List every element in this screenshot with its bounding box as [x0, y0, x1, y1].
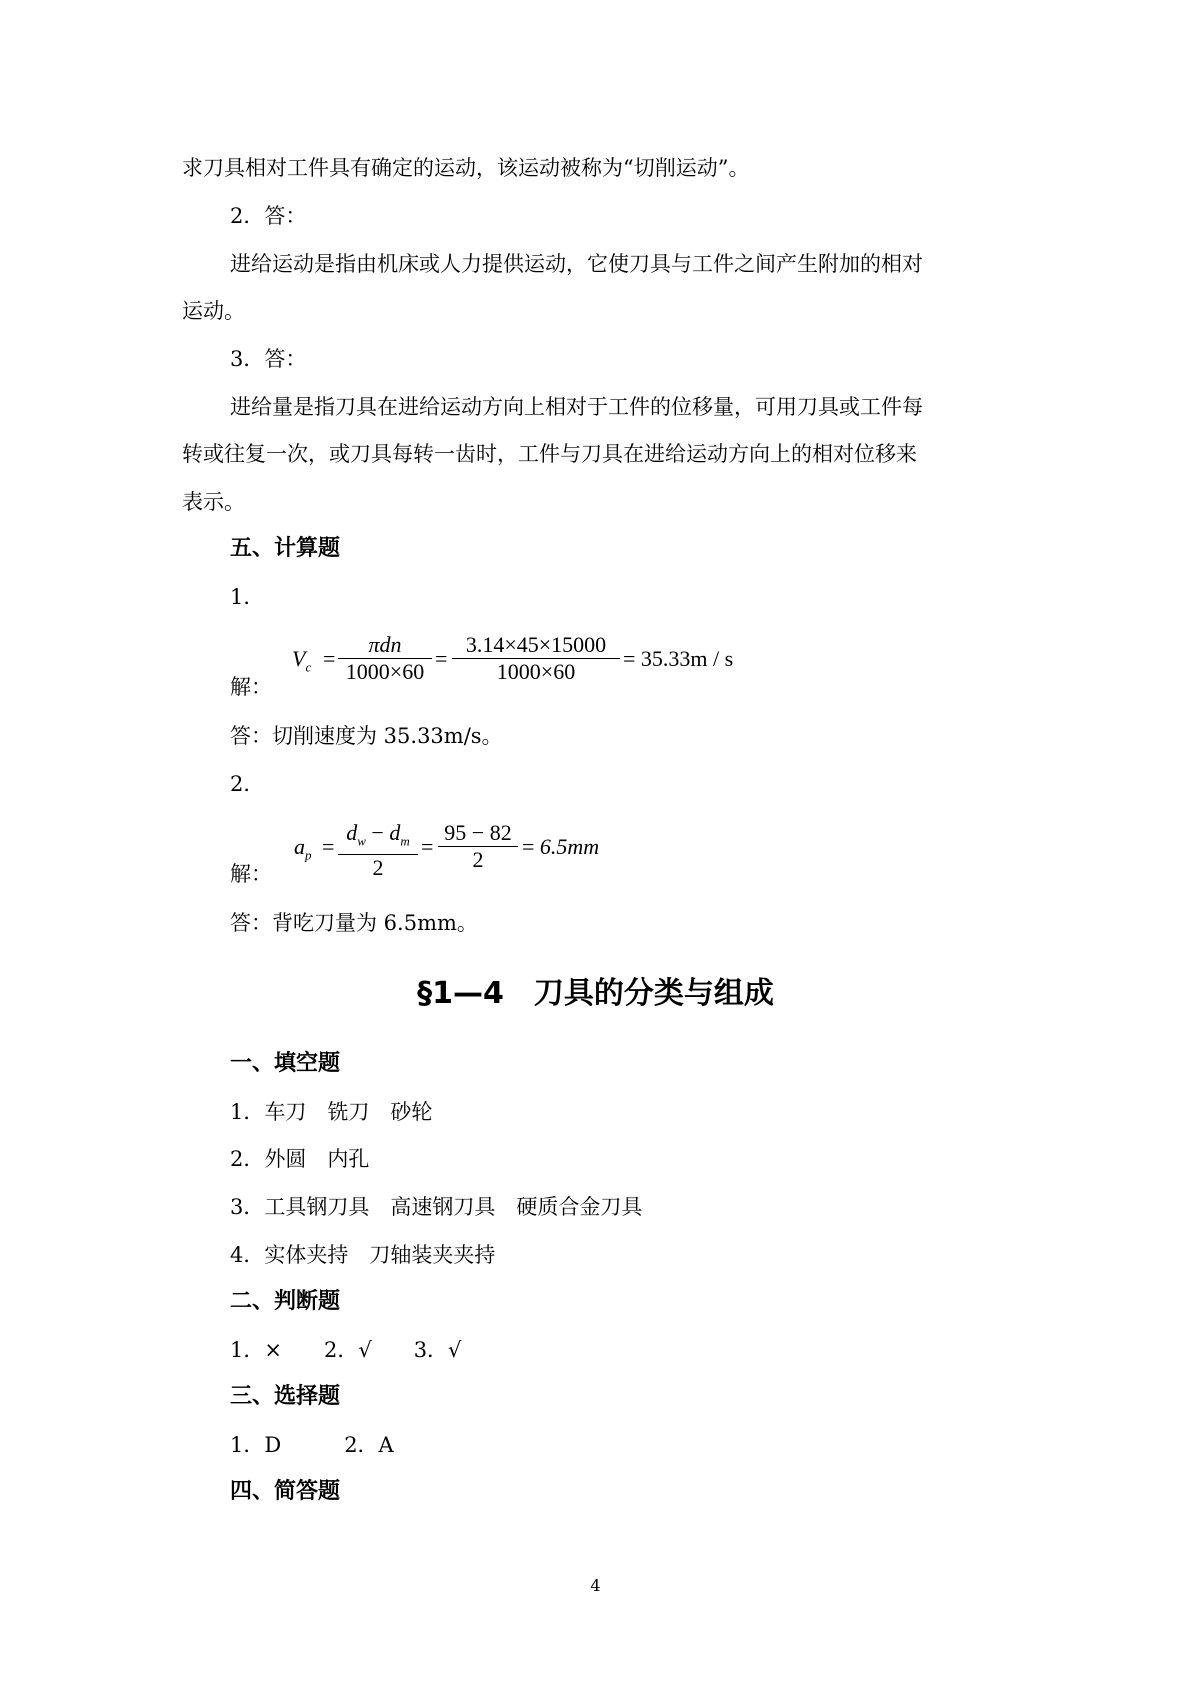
- fill-item: 2．外圆 内孔: [230, 1147, 370, 1171]
- answer-label: 3．答：: [230, 347, 307, 371]
- eq1-equals-2: =: [435, 646, 448, 671]
- eq1-result: = 35.33m / s: [623, 646, 734, 671]
- choice-heading: 三、选择题: [230, 1384, 341, 1409]
- fill-item: 3．工具钢刀具 高速钢刀具 硬质合金刀具: [230, 1195, 643, 1219]
- paragraph-line: 表示。: [182, 490, 245, 514]
- answer-line: 答：切削速度为 35.33m/s。: [230, 724, 503, 748]
- eq2-equals-1: =: [322, 834, 335, 859]
- solution-label: 解：: [230, 675, 272, 699]
- paragraph-line: 运动。: [182, 299, 245, 323]
- eq2-equals-2: =: [421, 834, 434, 859]
- eq2-result: = 6.5mm: [522, 834, 600, 859]
- eq2-lhs: $a_p$: [294, 834, 312, 863]
- question-number: 1．: [230, 585, 265, 609]
- fill-item: 4．实体夹持 刀轴装夹夹持: [230, 1243, 496, 1267]
- short-answer-heading: 四、简答题: [230, 1479, 341, 1504]
- eq1-lhs: $V_c$: [292, 646, 312, 675]
- choice-answers: 1．D 2．A: [230, 1433, 394, 1457]
- eq1-fraction-1: πdn 1000×60: [338, 632, 432, 685]
- solution-label: 解：: [230, 862, 272, 886]
- calc-heading: 五、计算题: [230, 536, 341, 561]
- judge-answers: 1．× 2．√ 3．√: [230, 1338, 462, 1362]
- paragraph-line: 进给运动是指由机床或人力提供运动，它使刀具与工件之间产生附加的相对: [230, 252, 923, 276]
- fill-heading: 一、填空题: [230, 1051, 341, 1076]
- eq2-fraction-1: $d_w - d_m$ 2: [338, 820, 418, 881]
- eq1-equals-1: =: [323, 646, 336, 671]
- fill-item: 1．车刀 铣刀 砂轮: [230, 1100, 433, 1124]
- answer-line: 答：背吃刀量为 6.5mm。: [230, 911, 478, 935]
- question-number: 2．: [230, 772, 265, 796]
- section-title: §1—4 刀具的分类与组成: [417, 976, 774, 1011]
- page-number: 4: [590, 1576, 601, 1595]
- answer-label: 2．答：: [230, 204, 307, 228]
- paragraph-line: 进给量是指刀具在进给运动方向上相对于工件的位移量，可用刀具或工件每: [230, 395, 923, 419]
- paragraph-line: 求刀具相对工件具有确定的运动，该运动被称为“切削运动”。: [182, 156, 750, 180]
- eq2-fraction-2: 95 − 82 2: [438, 820, 518, 873]
- judge-heading: 二、判断题: [230, 1289, 341, 1314]
- paragraph-line: 转或往复一次，或刀具每转一齿时，工件与刀具在进给运动方向上的相对位移来: [182, 442, 917, 466]
- eq1-fraction-2: 3.14×45×15000 1000×60: [452, 632, 620, 685]
